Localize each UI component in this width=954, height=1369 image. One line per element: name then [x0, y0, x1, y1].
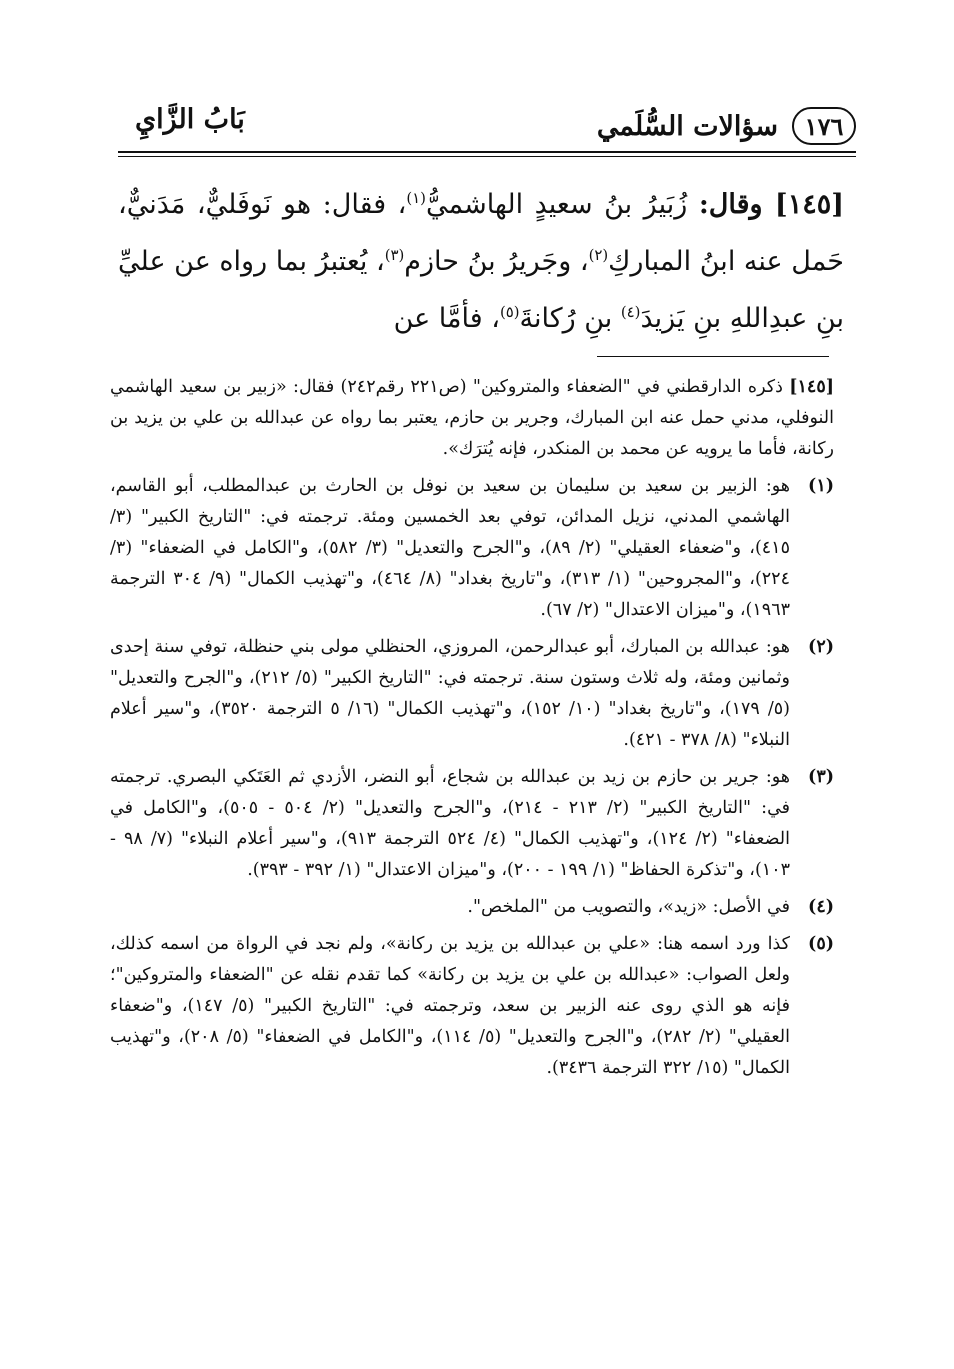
- entry-footnote-label: [١٤٥]: [789, 377, 834, 397]
- footnote-number: (٥): [808, 934, 834, 954]
- footnote-separator: [597, 356, 829, 357]
- footnote-ref-3: (٣): [384, 246, 405, 264]
- footnote-number: (١): [808, 476, 834, 496]
- footnote-item: [110, 471, 834, 626]
- text-segment: ، وجَريرُ بنُ حازم: [404, 246, 589, 277]
- header-rule-thick: [118, 151, 856, 153]
- footnote-text: هو: عبدالله بن المبارك، أبو عبدالرحمن، المروزي، الحنظلي مولى بني حنظلة، توفي سنة إحدى وثمانين ومئة، وله ثلاث وستون سنة. ترجمته في: "التاريخ الكبير" (٥/ ٢١٢)، و"الجرح والتعديل" (٥/ ١٧٩)، و"تاريخ بغداد" (١٠/ ١٥٢)، و"تهذيب الكمال" (١٦/ ٥ الترجمة ٣٥٢٠)، و"سير أعلام النبلاء" (٨/ ٣٧٨ - ٤٢١).: [110, 637, 790, 750]
- entry-footnote: [110, 372, 834, 465]
- text-segment: ، يُعتبرُ بما رواه عن عليِّ بنِ عبدِاللهِ بنِ يَزيدَ: [118, 246, 844, 334]
- page-number: ١٧٦: [792, 107, 856, 145]
- text-segment: ، فقال: هو نَوفَليٌّ، مَدَنيٌّ، حَمل عنه ابنُ المباركِ: [118, 189, 844, 277]
- footnote-text: كذا ورد اسمه هنا: «علي بن عبدالله بن يزيد بن ركانة»، ولم نجد في الرواة من اسمه كذلك، ولعل الصواب: «عبدالله بن علي بن يزيد بن ركانة» كما تقدم نقله عن "الضعفاء والمتروكين"؛ فإنه هو الذي روى عنه الزبير بن سعد، وترجمته في: "التاريخ الكبير" (٥/ ١٤٧)، و"ضعفاء العقيلي" (٢/ ٢٨٢)، و"الجرح والتعديل" (٥/ ١١٤)، و"الكامل في الضعفاء" (٥/ ٢٠٨)، و"تهذيب الكمال" (١٥/ ٣٢٢ الترجمة ٣٤٣٦).: [110, 934, 790, 1078]
- footnote-number: (٣): [808, 767, 834, 787]
- running-header: [597, 96, 856, 156]
- footnote-text: هو: الزبير بن سعيد بن سليمان بن سعيد بن نوفل بن الحارث بن عبدالمطلب، أبو القاسم، الهاشمي المدني، نزيل المدائن، توفي بعد الخمسين ومئة. ترجمته في: "التاريخ الكبير" (٣/ ٤١٥)، و"ضعفاء العقيلي" (٢/ ٨٩)، و"الجرح والتعديل" (٣/ ٥٨٢)، و"الكامل في الضعفاء" (٣/ ٢٢٤)، و"المجروحين" (١/ ٣١٣)، و"تاريخ بغداد" (٨/ ٤٦٤)، و"تهذيب الكمال" (٩/ ٣٠٤ الترجمة ١٩٦٣)، و"ميزان الاعتدال" (٢/ ٦٧).: [110, 476, 790, 620]
- entry-footnote-text: ذكره الدارقطني في "الضعفاء والمتروكين" (ص٢٢١ رقم٢٤٢) فقال: «زبير بن سعيد الهاشمي النوفلي، مدني حمل عنه ابن المبارك، وجرير بن حازم، يعتبر بما رواه عن عبدالله بن علي بن يزيد بن ركانة، فأما ما يرويه عن محمد بن المنكدر، فإنه يُترَك».: [110, 377, 834, 459]
- footnote-ref-2: (٢): [588, 246, 609, 264]
- text-segment: زُبَيرُ بنُ سعيدٍ الهاشميُّ: [425, 189, 688, 220]
- footnote-text: هو: جرير بن حازم بن زيد بن عبدالله بن شجاع، أبو النضر، الأزدي ثم العَتَكي البصري. ترجمته في: "التاريخ الكبير" (٢/ ٢١٣ - ٢١٤)، و"الجرح والتعديل" (٢/ ٥٠٤ - ٥٠٥)، و"الكامل في الضعفاء" (٢/ ١٢٤)، و"تهذيب الكمال" (٤/ ٥٢٤ الترجمة ٩١٣)، و"سير أعلام النبلاء" (٧/ ٩٨ - ١٠٣)، و"تذكرة الحفاظ" (١/ ١٩٩ - ٢٠٠)، و"ميزان الاعتدال" (١/ ٣٩٢ - ٣٩٣).: [110, 767, 791, 880]
- footnote-number: (٢): [808, 637, 834, 657]
- text-segment: بنِ رُكانةَ: [519, 303, 621, 334]
- footnote-ref-5: (٥): [499, 303, 520, 321]
- footnote-text: في الأصل: «زيد»، والتصويب من "الملخص".: [467, 897, 790, 917]
- chapter-title: بَابُ الزَّايِ: [135, 104, 245, 135]
- footnote-item: [110, 892, 834, 923]
- footnotes: [110, 372, 834, 1090]
- header-rule-thin: [118, 156, 856, 157]
- book-title: سؤالات السُّلَمي: [596, 110, 778, 142]
- footnote-item: [110, 929, 834, 1084]
- main-entry-text: [118, 176, 844, 347]
- footnote-number: (٤): [808, 897, 834, 917]
- footnote-item: [110, 762, 834, 886]
- text-segment: ، فأمَّا عن: [393, 303, 500, 334]
- footnote-item: [110, 632, 834, 756]
- entry-label: [١٤٥] وقال:: [698, 189, 844, 220]
- footnote-ref-4: (٤): [620, 303, 641, 321]
- footnote-ref-1: (١): [406, 189, 426, 207]
